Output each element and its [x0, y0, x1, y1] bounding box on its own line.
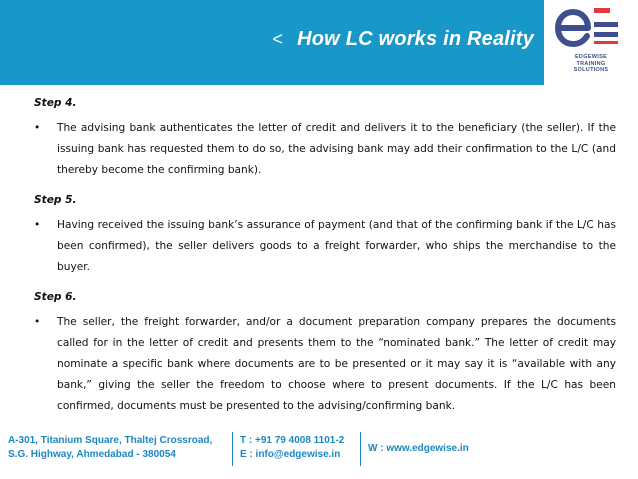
- list-item: [34, 118, 616, 181]
- step-label: Step 5.: [34, 194, 77, 206]
- slide-title-text: How LC works in Reality: [297, 28, 534, 50]
- step-text: Having received the issuing bank’s assurance of payment (and that of the confirming bank if the L/C has been confirmed), the seller delivers goods to a freight forwarder, who ships the merchandise to the buyer.: [57, 219, 616, 273]
- footer-address: A-301, Titanium Square, Thaltej Crossroad, S.G. Highway, Ahmedabad - 380054: [8, 435, 213, 460]
- logo-wordmark: EDGEWISE TRAINING SOLUTIONS: [573, 54, 609, 73]
- bullet-icon: •: [34, 316, 41, 328]
- footer-website[interactable]: W : www.edgewise.in: [368, 443, 469, 454]
- footer-divider: [232, 432, 233, 466]
- header-bar: [0, 0, 544, 85]
- footer-email[interactable]: E : info@edgewise.in: [240, 449, 341, 460]
- step-label: Step 4.: [34, 97, 77, 109]
- bullet-icon: •: [34, 122, 41, 134]
- edgewise-logo-mark: [548, 4, 634, 54]
- footer-phone: T : +91 79 4008 1101-2: [240, 435, 345, 446]
- step-4: [34, 96, 616, 181]
- step-5: [34, 193, 616, 278]
- bullet-icon: •: [34, 219, 41, 231]
- list-item: [34, 312, 616, 417]
- step-6: [34, 290, 616, 417]
- edgewise-logo: [548, 4, 634, 82]
- footer: [0, 430, 638, 479]
- chevron-left-icon[interactable]: <: [272, 29, 284, 49]
- footer-divider: [360, 432, 361, 466]
- list-item: [34, 215, 616, 278]
- footer-contact: [240, 434, 344, 462]
- slide-title: [272, 28, 534, 51]
- slide-content: [34, 96, 616, 429]
- step-text: The seller, the freight forwarder, and/or a document preparation company prepares the documents called for in the letter of credit and presents them to the “nominated bank.” The letter of credit may nominate a specific bank where documents are to be presented or it may say it is “available with any bank,” giving the seller the freedom to choose where to present documents. If the L/C has been confirmed, documents must be presented to the advising/confirming bank.: [57, 316, 616, 412]
- step-text: The advising bank authenticates the letter of credit and delivers it to the beneficiary (the seller). If the issuing bank has requested them to do so, the advising bank may add their confirmation to the L/C (and thereby become the confirming bank).: [57, 122, 616, 176]
- step-label: Step 6.: [34, 291, 77, 303]
